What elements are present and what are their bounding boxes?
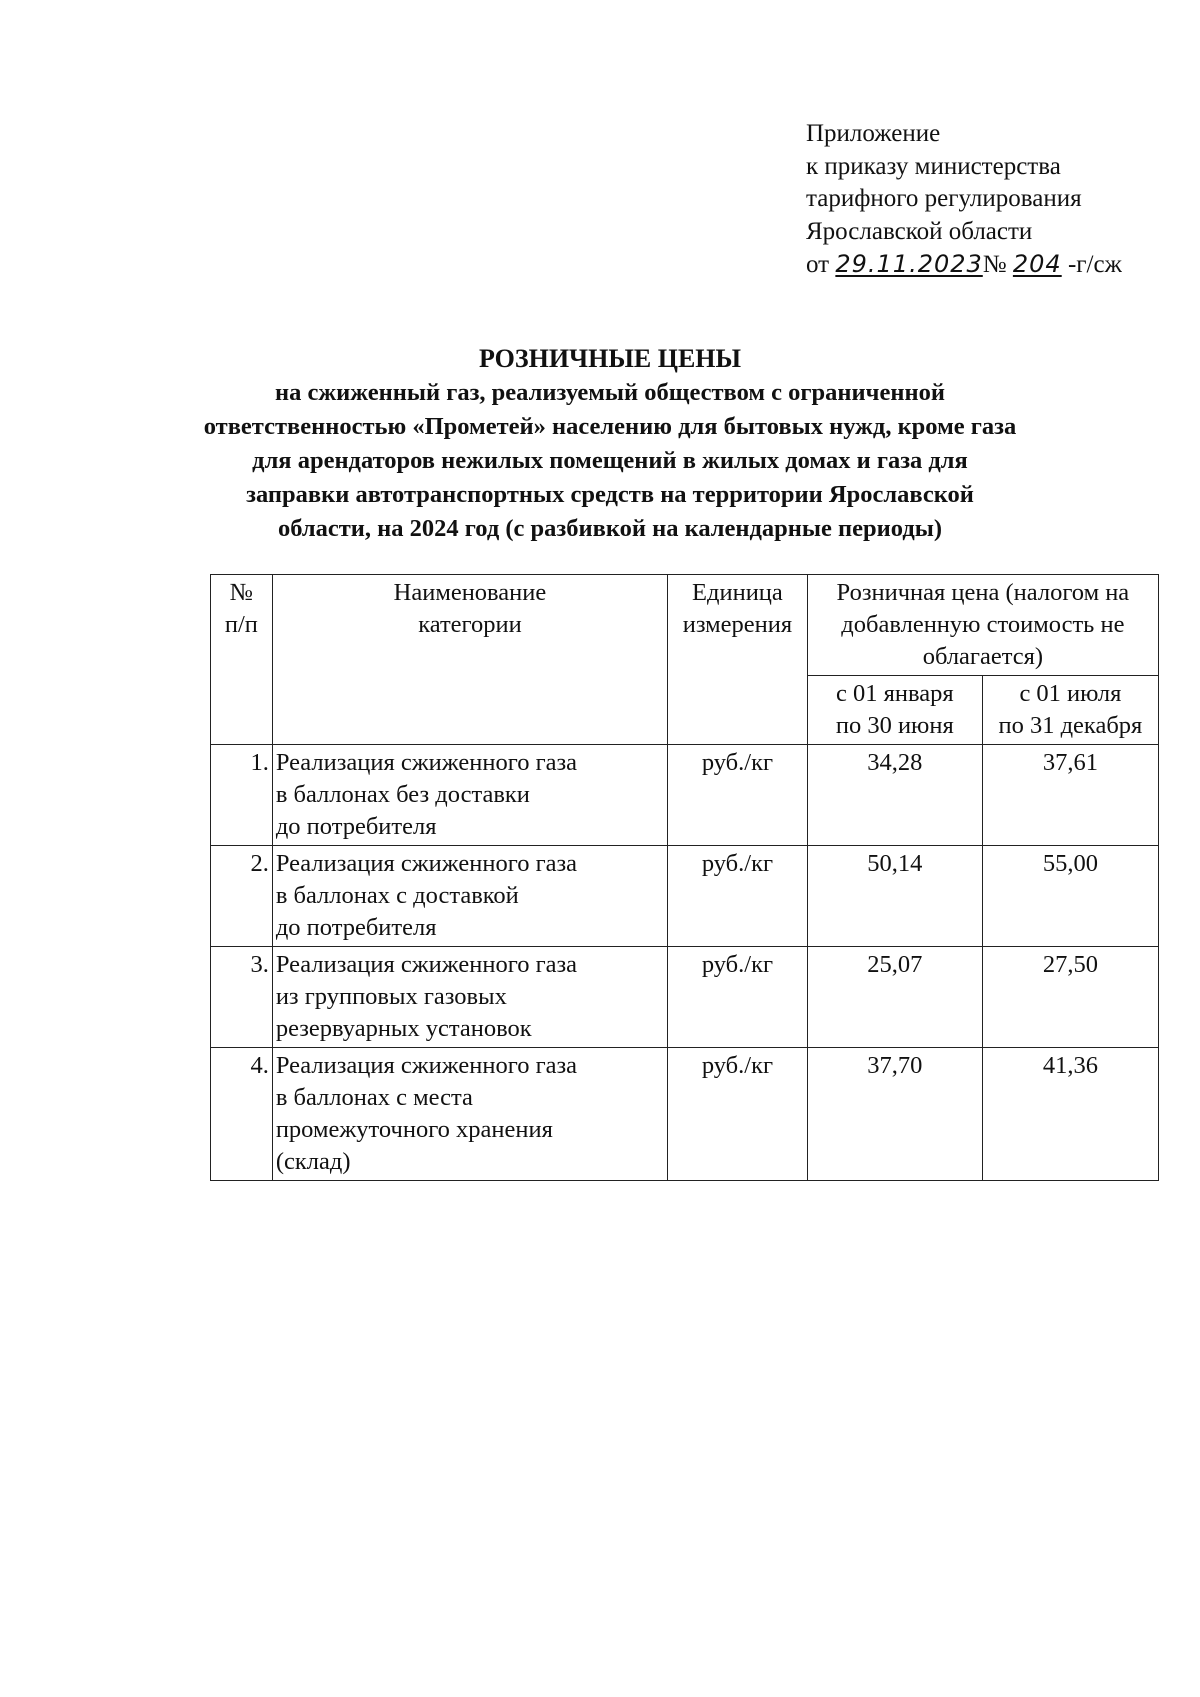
row-category-line-2: в баллонах с доставкой <box>275 882 519 909</box>
row-category-line-2: в баллонах без доставки <box>275 781 530 808</box>
header-price <box>807 575 1158 676</box>
row-price-period-2: 27,50 <box>982 947 1158 1048</box>
row-price-period-1: 50,14 <box>807 846 982 947</box>
row-category-line-3: до потребителя <box>275 914 437 941</box>
row-category-line-2: из групповых газовых <box>275 983 507 1010</box>
row-unit: руб./кг <box>668 745 808 846</box>
row-category <box>272 745 667 846</box>
table-header-row <box>211 575 1159 676</box>
row-category-line-3: до потребителя <box>275 813 437 840</box>
appendix-line-1: Приложение <box>806 120 941 147</box>
header-price-line-3: облагается) <box>922 643 1044 670</box>
row-unit: руб./кг <box>668 1048 808 1181</box>
document-title <box>150 342 1070 546</box>
table-row <box>211 745 1159 846</box>
row-category <box>272 1048 667 1181</box>
row-price-period-2: 37,61 <box>982 745 1158 846</box>
row-category <box>272 846 667 947</box>
header-unit-line-2: измерения <box>682 611 793 638</box>
row-category-line-4: (склад) <box>275 1148 351 1175</box>
header-period-1-line-1: с 01 января <box>835 680 954 707</box>
prices-table <box>210 574 1159 1181</box>
table-row <box>211 947 1159 1048</box>
title-line-5: области, на 2024 год (с разбивкой на календарные периоды) <box>277 515 943 542</box>
header-name-line-1: Наименование <box>393 579 547 606</box>
row-category-line-1: Реализация сжиженного газа <box>275 850 578 877</box>
row-num: 3. <box>211 947 273 1048</box>
order-date-line <box>806 248 1122 282</box>
number-sign: № <box>982 251 1007 278</box>
row-category-line-2: в баллонах с места <box>275 1084 473 1111</box>
header-period-2 <box>982 676 1158 745</box>
row-category-line-1: Реализация сжиженного газа <box>275 951 578 978</box>
row-unit: руб./кг <box>668 947 808 1048</box>
row-price-period-1: 37,70 <box>807 1048 982 1181</box>
row-category-line-3: резервуарных установок <box>275 1015 532 1042</box>
row-category-line-3: промежуточного хранения <box>275 1116 553 1143</box>
row-num: 4. <box>211 1048 273 1181</box>
header-num <box>211 575 273 745</box>
order-number-handwritten: 204 <box>1012 250 1062 278</box>
row-price-period-2: 41,36 <box>982 1048 1158 1181</box>
row-category-line-1: Реализация сжиженного газа <box>275 1052 578 1079</box>
row-price-period-2: 55,00 <box>982 846 1158 947</box>
header-unit <box>668 575 808 745</box>
header-name <box>272 575 667 745</box>
table-row <box>211 1048 1159 1181</box>
title-line-1: на сжиженный газ, реализуемый обществом с ограниченной <box>275 379 945 406</box>
header-num-line-2: п/п <box>224 611 258 638</box>
row-unit: руб./кг <box>668 846 808 947</box>
header-period-1 <box>807 676 982 745</box>
order-suffix: -г/сж <box>1067 251 1122 278</box>
header-name-line-2: категории <box>418 611 522 638</box>
appendix-line-4: Ярославской области <box>806 217 1033 245</box>
title-main: РОЗНИЧНЫЕ ЦЕНЫ <box>478 344 742 373</box>
row-price-period-1: 34,28 <box>807 745 982 846</box>
row-num: 2. <box>211 846 273 947</box>
title-line-3: для арендаторов нежилых помещений в жилых домах и газа для <box>252 447 968 474</box>
date-prefix: от <box>806 251 830 278</box>
order-date-handwritten: 29.11.2023 <box>835 250 983 278</box>
title-line-2: ответственностью «Прометей» населению для бытовых нужд, кроме газа <box>203 413 1017 440</box>
table-row <box>211 846 1159 947</box>
header-period-2-line-1: с 01 июля <box>1019 680 1122 707</box>
header-unit-line-1: Единица <box>692 579 783 606</box>
appendix-line-2: к приказу министерства <box>806 152 1061 180</box>
row-price-period-1: 25,07 <box>807 947 982 1048</box>
row-category <box>272 947 667 1048</box>
header-period-2-line-2: по 31 декабря <box>998 712 1143 739</box>
header-price-line-2: добавленную стоимость не <box>841 611 1125 638</box>
title-line-4: заправки автотранспортных средств на территории Ярославской <box>246 481 974 508</box>
appendix-header <box>806 118 1122 282</box>
appendix-line-3: тарифного регулирования <box>806 185 1082 212</box>
header-price-line-1: Розничная цена (налогом на <box>836 579 1130 606</box>
row-category-line-1: Реализация сжиженного газа <box>275 749 578 776</box>
header-num-line-1: № <box>229 579 254 606</box>
header-period-1-line-2: по 30 июня <box>835 712 954 739</box>
row-num: 1. <box>211 745 273 846</box>
